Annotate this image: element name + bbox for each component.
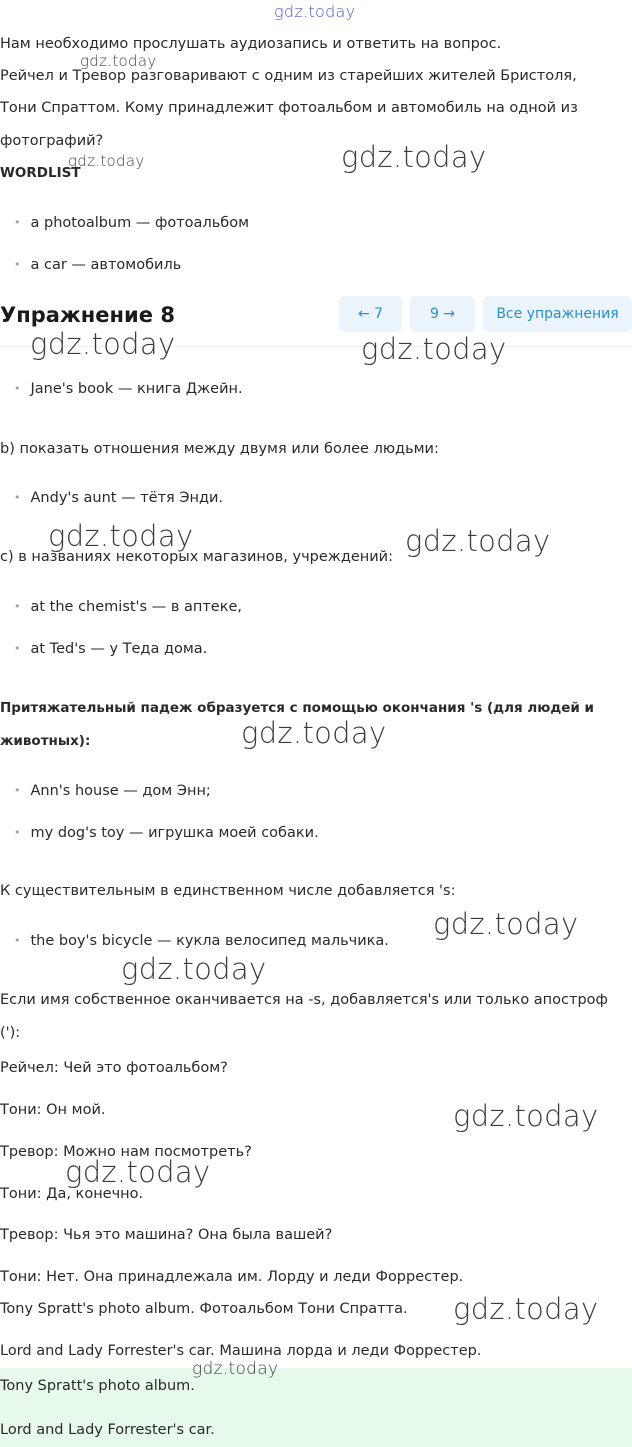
example-item: • at Ted's — у Теда дома.: [14, 639, 207, 660]
prev-exercise-button[interactable]: ← 7: [339, 296, 402, 332]
watermark: gdz.today: [30, 327, 176, 361]
intro-line: Нам необходимо прослушать аудиозапись и ответить на вопрос.: [0, 36, 502, 52]
dialogue-line: Тони: Нет. Она принадлежала им. Лорду и леди Форрестер.: [0, 1269, 464, 1285]
answer-line: Tony Spratt's photo album.: [0, 1378, 195, 1394]
wordlist-label: WORDLIST: [0, 165, 81, 181]
rule-heading: животных):: [0, 733, 91, 749]
intro-line: фотографий?: [0, 133, 104, 149]
rule-text: b) показать отношения между двумя или более людьми:: [0, 441, 439, 457]
watermark: gdz.today: [192, 1359, 279, 1379]
example-item: • at the chemist's — в аптеке,: [14, 597, 242, 618]
rule-text: К существительным в единственном числе добавляется 's:: [0, 883, 456, 899]
watermark: gdz.today: [65, 1155, 211, 1189]
rule-text: c) в названиях некоторых магазинов, учреждений:: [0, 549, 393, 565]
rule-heading: Притяжательный падеж образуется с помощью окончания 's (для людей и: [0, 700, 595, 716]
watermark: gdz.today: [405, 524, 551, 558]
intro-line: Рейчел и Тревор разговаривают с одним из старейших жителей Бристоля,: [0, 68, 577, 84]
all-exercises-button[interactable]: Все упражнения: [483, 296, 632, 332]
rule-text: Если имя собственное оканчивается на -s, добавляется's или только апостроф: [0, 992, 608, 1008]
example-item: • Ann's house — дом Энн;: [14, 781, 211, 802]
intro-line: Тони Спраттом. Кому принадлежит фотоальбом и автомобиль на одной из: [0, 100, 578, 116]
example-item: • Andy's aunt — тётя Энди.: [14, 488, 223, 509]
watermark: gdz.today: [80, 52, 157, 70]
example-item: • the boy's bicycle — кукла велосипед мальчика.: [14, 931, 389, 952]
watermark: gdz.today: [361, 332, 507, 366]
watermark: gdz.today: [274, 2, 356, 21]
dialogue-line: Тревор: Можно нам посмотреть?: [0, 1144, 252, 1160]
watermark: gdz.today: [241, 716, 387, 750]
example-item: • my dog's toy — игрушка моей собаки.: [14, 823, 319, 844]
translation-line: Lord and Lady Forrester's car. Машина лорда и леди Форрестер.: [0, 1343, 482, 1359]
wordlist-item: • a photoalbum — фотоальбом: [14, 213, 249, 234]
answer-line: Lord and Lady Forrester's car.: [0, 1422, 215, 1438]
dialogue-line: Рейчел: Чей это фотоальбом?: [0, 1060, 228, 1076]
watermark: gdz.today: [453, 1292, 599, 1326]
watermark: gdz.today: [341, 140, 487, 174]
rule-text: ('):: [0, 1025, 21, 1041]
example-item: • Jane's book — книга Джейн.: [14, 379, 243, 400]
dialogue-line: Тони: Он мой.: [0, 1102, 106, 1118]
watermark: gdz.today: [48, 519, 194, 553]
watermark: gdz.today: [121, 952, 267, 986]
watermark: gdz.today: [433, 907, 579, 941]
wordlist-item: • a car — автомобиль: [14, 255, 181, 276]
dialogue-line: Тони: Да, конечно.: [0, 1186, 144, 1202]
translation-line: Tony Spratt's photo album. Фотоальбом Тони Спратта.: [0, 1301, 408, 1317]
watermark: gdz.today: [453, 1099, 599, 1133]
exercise-title: Упражнение 8: [0, 303, 175, 327]
next-exercise-button[interactable]: 9 →: [410, 296, 475, 332]
dialogue-line: Тревор: Чья это машина? Она была вашей?: [0, 1227, 333, 1243]
watermark: gdz.today: [68, 152, 145, 170]
